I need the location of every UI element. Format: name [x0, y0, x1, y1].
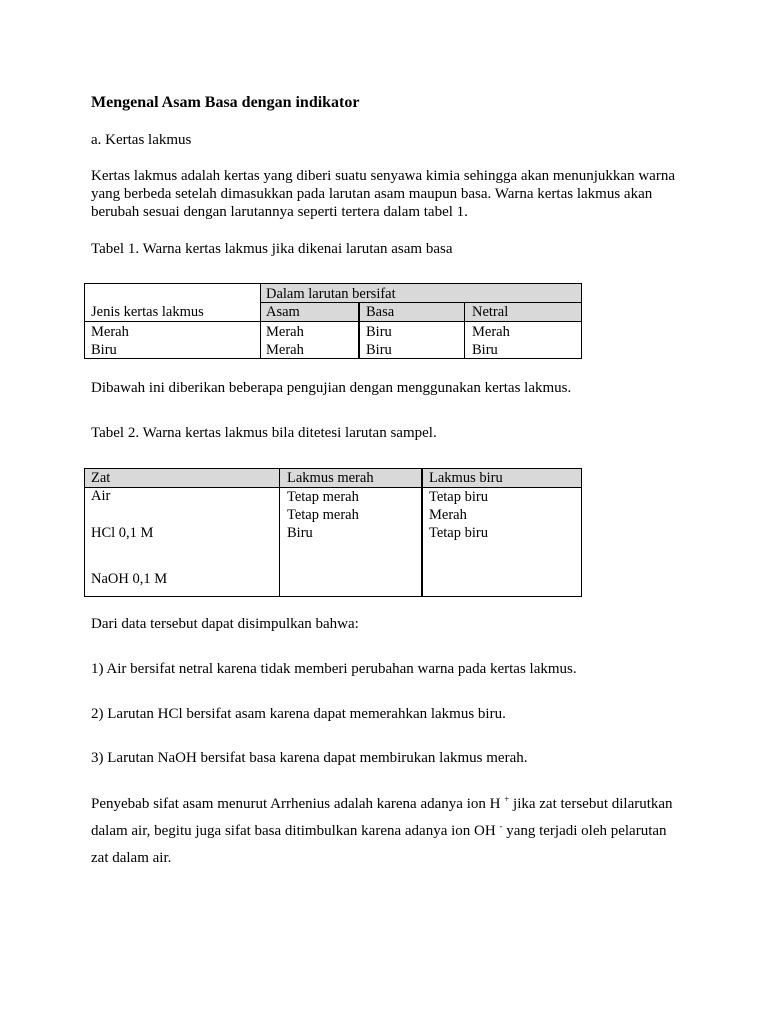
arrhenius-text: Penyebab sifat asam menurut Arrhenius adalah karena adanya ion H [91, 796, 501, 812]
table1-cell: Biru [366, 324, 392, 340]
arrhenius-text: jika zat tersebut dilarutkan [509, 796, 673, 812]
table1-cell: Merah [91, 324, 129, 340]
table2-lakmus-biru: Tetap biru [429, 489, 488, 505]
table1-subheader: Netral [472, 304, 509, 320]
table2-header: Zat [91, 470, 111, 486]
table2-lakmus-biru: Merah [429, 507, 467, 523]
conclusion-intro: Dari data tersebut dapat disimpulkan bahwa: [91, 616, 359, 632]
conclusion-item: 2) Larutan HCl bersifat asam karena dapat memerahkan lakmus biru. [91, 706, 506, 722]
table2-lakmus-biru: Tetap biru [429, 525, 488, 541]
table1-cell: Merah [266, 342, 304, 358]
intro-line: Kertas lakmus adalah kertas yang diberi suatu senyawa kimia sehingga akan menunjukkan warna [91, 168, 675, 184]
table1-cell: Biru [366, 342, 392, 358]
table2-lakmus-merah: Tetap merah [287, 489, 359, 505]
table2-header: Lakmus biru [429, 470, 503, 486]
table2-zat: NaOH 0,1 M [91, 571, 168, 587]
conclusion-item: 1) Air bersifat netral karena tidak memberi perubahan warna pada kertas lakmus. [91, 661, 577, 677]
table1-cell: Merah [472, 324, 510, 340]
arrhenius-line [91, 822, 667, 840]
arrhenius-text: dalam air, begitu juga sifat basa ditimbulkan karena adanya ion OH [91, 823, 496, 839]
table1-subheader: Basa [366, 304, 395, 320]
table2-lakmus-merah: Biru [287, 525, 313, 541]
arrhenius-line [91, 795, 673, 813]
between-paragraph: Dibawah ini diberikan beberapa pengujian dengan menggunakan kertas lakmus. [91, 380, 572, 396]
table1-group-header: Dalam larutan bersifat [266, 286, 396, 302]
table2-lakmus-merah: Tetap merah [287, 507, 359, 523]
h-plus-superscript: + [504, 794, 510, 804]
table2-zat: Air [91, 488, 111, 504]
table1-cell: Biru [472, 342, 498, 358]
arrhenius-text: yang terjadi oleh pelarutan [502, 823, 667, 839]
section-heading: a. Kertas lakmus [91, 132, 192, 148]
oh-minus-superscript: - [499, 821, 503, 831]
table2-header: Lakmus merah [287, 470, 374, 486]
table1-caption: Tabel 1. Warna kertas lakmus jika dikenai larutan asam basa [91, 241, 453, 257]
intro-line: berubah sesuai dengan larutannya seperti tertera dalam tabel 1. [91, 204, 468, 220]
intro-line: yang berbeda setelah dimasukkan pada larutan asam maupun basa. Warna kertas lakmus akan [91, 186, 653, 202]
table1-cell: Merah [266, 324, 304, 340]
table2-caption: Tabel 2. Warna kertas lakmus bila ditetesi larutan sampel. [91, 425, 437, 441]
table1-first-header: Jenis kertas lakmus [91, 304, 204, 320]
conclusion-item: 3) Larutan NaOH bersifat basa karena dapat membirukan lakmus merah. [91, 750, 528, 766]
table1-subheader: Asam [266, 304, 300, 320]
table2-zat: HCl 0,1 M [91, 525, 154, 541]
arrhenius-line: zat dalam air. [91, 850, 172, 866]
table1-cell: Biru [91, 342, 117, 358]
table1-header-bg [260, 303, 581, 321]
page-title: Mengenal Asam Basa dengan indikator [91, 94, 360, 111]
